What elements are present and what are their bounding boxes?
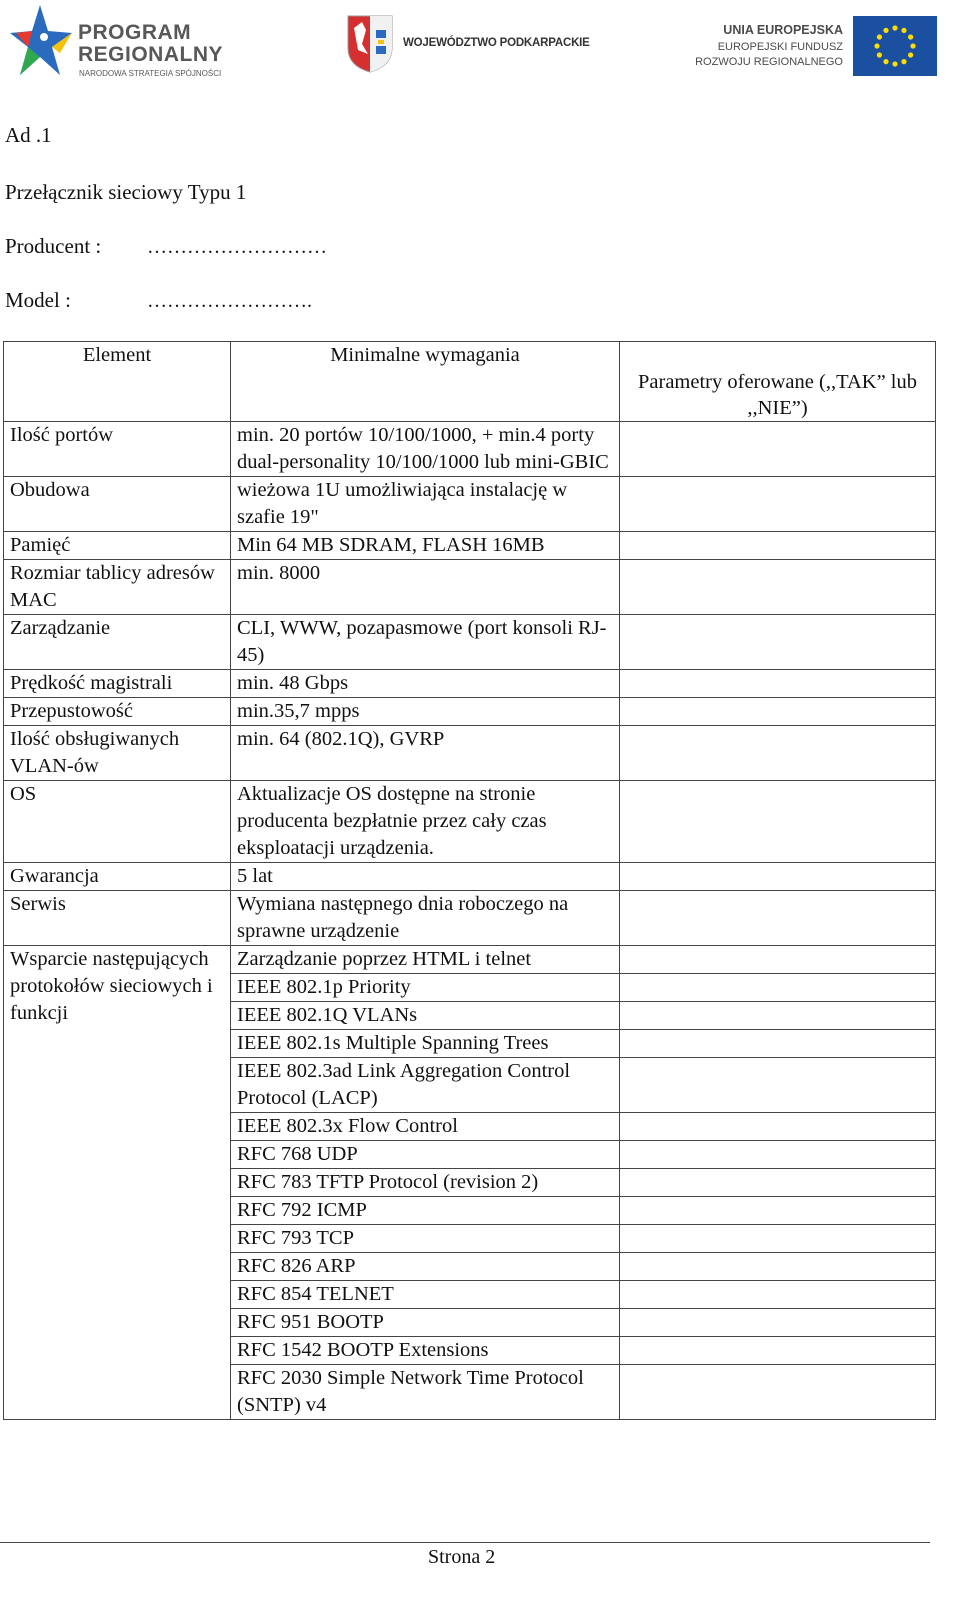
row-element: Pamięć bbox=[4, 532, 231, 560]
protocol-item: RFC 854 TELNET bbox=[231, 1281, 620, 1309]
protocol-item: IEEE 802.1Q VLANs bbox=[231, 1002, 620, 1030]
protocol-offered-cell[interactable] bbox=[620, 1337, 936, 1365]
protocol-offered-cell[interactable] bbox=[620, 1365, 936, 1420]
row-requirement: Wymiana następnego dnia roboczego na sprawne urządzenie bbox=[231, 891, 620, 946]
row-element: Obudowa bbox=[4, 477, 231, 532]
table-row bbox=[4, 698, 936, 726]
protocol-item: IEEE 802.1p Priority bbox=[231, 974, 620, 1002]
table-row bbox=[4, 477, 936, 532]
page-number: Strona 2 bbox=[428, 1546, 496, 1568]
wojewodztwo-logo bbox=[346, 14, 621, 76]
protocols-element: Wsparcie następujących protokołów sieciowych i funkcji bbox=[4, 946, 231, 1420]
producer-value: ……………………… bbox=[147, 236, 327, 258]
row-element: Ilość obsługiwanych VLAN-ów bbox=[4, 726, 231, 781]
footer-divider bbox=[0, 1542, 930, 1543]
program-regionalny-star-icon bbox=[10, 3, 72, 83]
row-element: Rozmiar tablicy adresów MAC bbox=[4, 560, 231, 615]
coat-of-arms-icon bbox=[346, 14, 394, 74]
table-row bbox=[4, 863, 936, 891]
logo-left-line3: NARODOWA STRATEGIA SPÓJNOŚCI bbox=[79, 69, 222, 78]
table-row bbox=[4, 670, 936, 698]
row-element: Ilość portów bbox=[4, 422, 231, 477]
model-label: Model : bbox=[5, 288, 71, 312]
row-offered-cell[interactable] bbox=[620, 532, 936, 560]
protocol-item: RFC 783 TFTP Protocol (revision 2) bbox=[231, 1169, 620, 1197]
table-row bbox=[4, 422, 936, 477]
protocol-offered-cell[interactable] bbox=[620, 1281, 936, 1309]
row-offered-cell[interactable] bbox=[620, 560, 936, 615]
table-header-row bbox=[4, 342, 936, 422]
protocol-item: RFC 826 ARP bbox=[231, 1253, 620, 1281]
table-row bbox=[4, 615, 936, 670]
specification-table bbox=[3, 341, 936, 1420]
row-element: Gwarancja bbox=[4, 863, 231, 891]
protocol-offered-cell[interactable] bbox=[620, 946, 936, 974]
row-offered-cell[interactable] bbox=[620, 781, 936, 863]
protocol-item: RFC 792 ICMP bbox=[231, 1197, 620, 1225]
protocol-offered-cell[interactable] bbox=[620, 1197, 936, 1225]
row-requirement: min. 20 portów 10/100/1000, + min.4 porty dual-personality 10/100/1000 lub mini-GBIC bbox=[231, 422, 620, 477]
logo-right-line2: EUROPEJSKI FUNDUSZ bbox=[717, 41, 843, 53]
section-number: Ad .1 bbox=[5, 123, 52, 147]
logo-left-line2: REGIONALNY bbox=[78, 43, 224, 66]
protocol-item: IEEE 802.3ad Link Aggregation Control Protocol (LACP) bbox=[231, 1058, 620, 1113]
row-requirement: CLI, WWW, pozapasmowe (port konsoli RJ-45) bbox=[231, 615, 620, 670]
program-regionalny-logo bbox=[10, 3, 260, 83]
row-element: Serwis bbox=[4, 891, 231, 946]
row-requirement: min. 8000 bbox=[231, 560, 620, 615]
document-title: Przełącznik sieciowy Typu 1 bbox=[5, 180, 247, 204]
protocol-offered-cell[interactable] bbox=[620, 1058, 936, 1113]
table-body bbox=[4, 422, 936, 1420]
protocol-item: RFC 1542 BOOTP Extensions bbox=[231, 1337, 620, 1365]
logo-right-line1: UNIA EUROPEJSKA bbox=[723, 23, 843, 37]
row-element: Prędkość magistrali bbox=[4, 670, 231, 698]
row-offered-cell[interactable] bbox=[620, 422, 936, 477]
row-offered-cell[interactable] bbox=[620, 726, 936, 781]
protocol-offered-cell[interactable] bbox=[620, 1141, 936, 1169]
row-offered-cell[interactable] bbox=[620, 698, 936, 726]
row-requirement: min. 48 Gbps bbox=[231, 670, 620, 698]
row-offered-cell[interactable] bbox=[620, 477, 936, 532]
protocol-offered-cell[interactable] bbox=[620, 1169, 936, 1197]
header-requirements: Minimalne wymagania bbox=[231, 342, 620, 422]
protocol-offered-cell[interactable] bbox=[620, 974, 936, 1002]
row-requirement: min. 64 (802.1Q), GVRP bbox=[231, 726, 620, 781]
table-row bbox=[4, 891, 936, 946]
logo-center-text: WOJEWÓDZTWO PODKARPACKIE bbox=[403, 37, 590, 49]
eu-flag-icon bbox=[853, 16, 937, 76]
row-offered-cell[interactable] bbox=[620, 670, 936, 698]
unia-europejska-logo bbox=[680, 13, 940, 79]
row-offered-cell[interactable] bbox=[620, 891, 936, 946]
protocol-offered-cell[interactable] bbox=[620, 1113, 936, 1141]
header-element: Element bbox=[4, 342, 231, 422]
protocol-item: IEEE 802.3x Flow Control bbox=[231, 1113, 620, 1141]
protocol-item: IEEE 802.1s Multiple Spanning Trees bbox=[231, 1030, 620, 1058]
header-offered: Parametry oferowane (,,TAK” lub ,,NIE”) bbox=[620, 342, 936, 422]
row-element: Przepustowość bbox=[4, 698, 231, 726]
logo-right-line3: ROZWOJU REGIONALNEGO bbox=[695, 56, 843, 68]
protocol-offered-cell[interactable] bbox=[620, 1309, 936, 1337]
protocol-item: Zarządzanie poprzez HTML i telnet bbox=[231, 946, 620, 974]
row-requirement: min.35,7 mpps bbox=[231, 698, 620, 726]
table-row bbox=[4, 726, 936, 781]
row-element: Zarządzanie bbox=[4, 615, 231, 670]
protocol-offered-cell[interactable] bbox=[620, 1225, 936, 1253]
protocol-offered-cell[interactable] bbox=[620, 1030, 936, 1058]
protocol-offered-cell[interactable] bbox=[620, 1002, 936, 1030]
protocol-item: RFC 2030 Simple Network Time Protocol (SNTP) v4 bbox=[231, 1365, 620, 1420]
table-row bbox=[4, 532, 936, 560]
row-requirement: Aktualizacje OS dostępne na stronie producenta bezpłatnie przez cały czas eksploatacji urządzenia. bbox=[231, 781, 620, 863]
row-requirement: 5 lat bbox=[231, 863, 620, 891]
protocol-offered-cell[interactable] bbox=[620, 1253, 936, 1281]
protocol-item: RFC 951 BOOTP bbox=[231, 1309, 620, 1337]
row-element: OS bbox=[4, 781, 231, 863]
row-requirement: Min 64 MB SDRAM, FLASH 16MB bbox=[231, 532, 620, 560]
row-offered-cell[interactable] bbox=[620, 863, 936, 891]
table-row bbox=[4, 781, 936, 863]
logo-left-line1: PROGRAM bbox=[78, 21, 192, 44]
protocol-item: RFC 768 UDP bbox=[231, 1141, 620, 1169]
protocol-item: RFC 793 TCP bbox=[231, 1225, 620, 1253]
protocol-row bbox=[4, 946, 936, 974]
row-offered-cell[interactable] bbox=[620, 615, 936, 670]
row-requirement: wieżowa 1U umożliwiająca instalację w szafie 19" bbox=[231, 477, 620, 532]
table-row bbox=[4, 560, 936, 615]
producer-label: Producent : bbox=[5, 234, 102, 258]
model-value: ……………………. bbox=[147, 290, 312, 312]
